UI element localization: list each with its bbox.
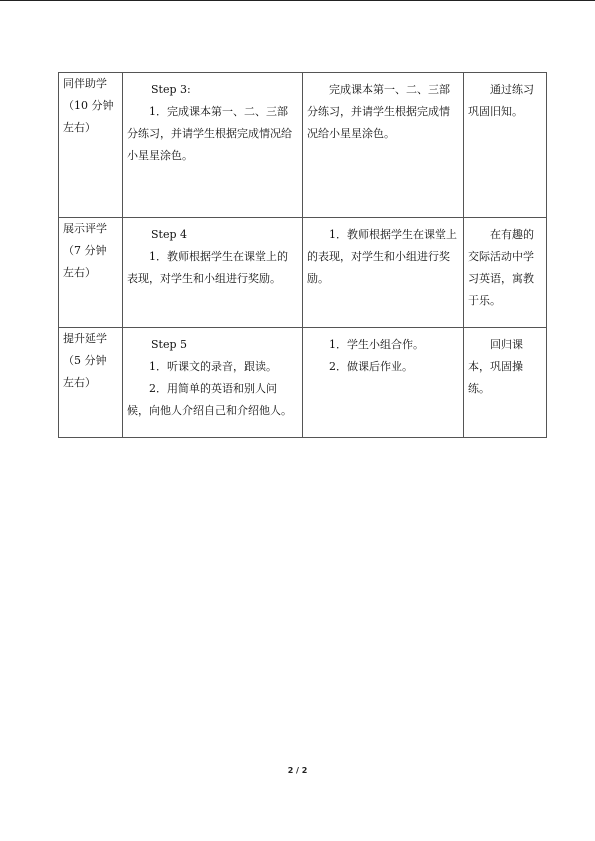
stage-duration-suffix: 左右） <box>63 121 96 134</box>
teacher-item: 1．完成课本第一、二、三部分练习，并请学生根据完成情况给小星星涂色。 <box>127 105 292 162</box>
student-activity-cell <box>303 218 464 328</box>
student-item: 完成课本第一、二、三部分练习，并请学生根据完成情况给小星星涂色。 <box>307 83 450 140</box>
student-item: 1．教师根据学生在课堂上的表现，对学生和小组进行奖励。 <box>307 228 457 285</box>
stage-duration: （10 分钟 <box>63 99 114 112</box>
student-item: 1．学生小组合作。 <box>329 338 424 351</box>
purpose-text: 在有趣的交际活动中学习英语，寓教于乐。 <box>468 228 534 307</box>
student-item: 2．做课后作业。 <box>329 360 413 373</box>
table-row <box>59 328 547 438</box>
stage-name: 同伴助学 <box>63 77 107 90</box>
step-label: Step 3: <box>151 83 191 96</box>
table-row <box>59 218 547 328</box>
table-row <box>59 73 547 218</box>
purpose-cell <box>464 328 547 438</box>
step-label: Step 5 <box>151 338 188 351</box>
teacher-item: 1．听课文的录音，跟读。 <box>149 360 277 373</box>
teacher-activity-cell <box>123 328 303 438</box>
student-activity-cell <box>303 328 464 438</box>
stage-duration: （7 分钟 <box>63 244 107 257</box>
header-rule <box>0 0 595 1</box>
stage-duration-suffix: 左右） <box>63 376 96 389</box>
page-number: 2 / 2 <box>287 766 308 775</box>
step-label: Step 4 <box>151 228 188 241</box>
student-activity-cell <box>303 73 464 218</box>
purpose-cell <box>464 73 547 218</box>
purpose-text: 通过练习巩固旧知。 <box>468 83 534 118</box>
teacher-item: 1．教师根据学生在课堂上的表现，对学生和小组进行奖励。 <box>127 250 288 285</box>
teacher-activity-cell <box>123 218 303 328</box>
stage-cell <box>59 218 123 328</box>
stage-name: 展示评学 <box>63 222 107 235</box>
stage-cell <box>59 328 123 438</box>
stage-name: 提升延学 <box>63 332 107 345</box>
teacher-activity-cell <box>123 73 303 218</box>
lesson-plan-table <box>58 72 547 438</box>
purpose-text: 回归课本，巩固操练。 <box>468 338 523 395</box>
stage-duration: （5 分钟 <box>63 354 107 367</box>
purpose-cell <box>464 218 547 328</box>
teacher-item: 2．用简单的英语和别人问候，向他人介绍自己和介绍他人。 <box>127 382 292 417</box>
stage-cell <box>59 73 123 218</box>
stage-duration-suffix: 左右） <box>63 266 96 279</box>
